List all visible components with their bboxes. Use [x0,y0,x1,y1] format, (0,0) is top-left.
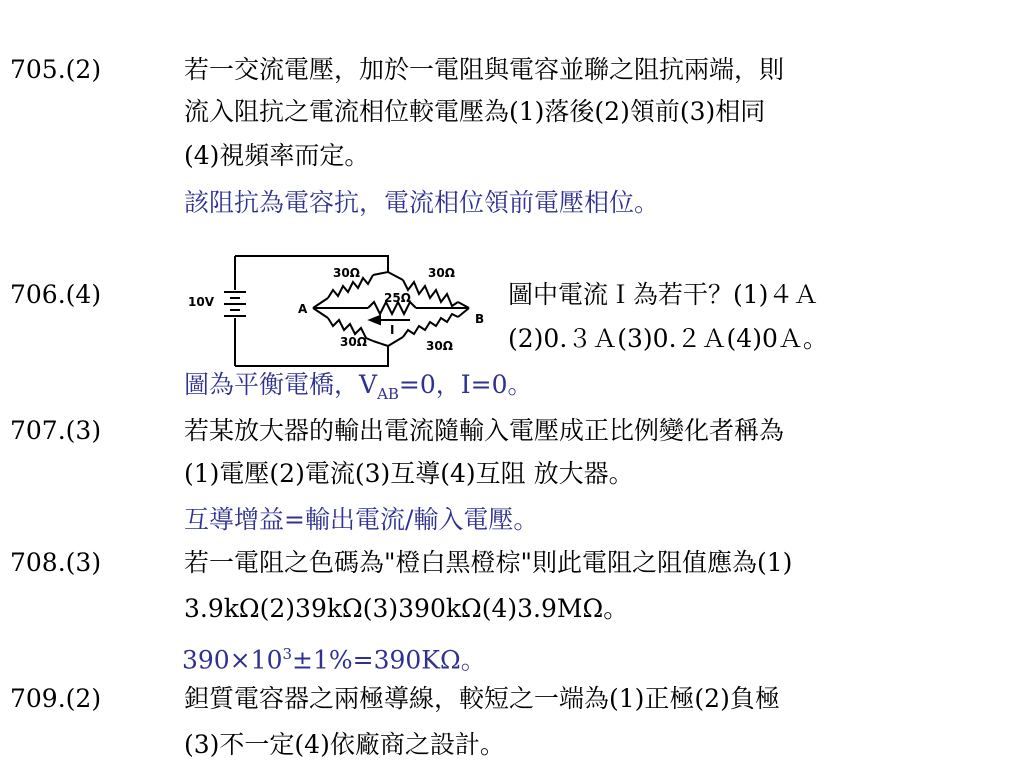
question-709-number: 709.(2) [10,684,102,713]
resistor-bottom-left-label: 30Ω [340,335,367,349]
bridge-circuit-diagram [188,250,498,368]
answer-708-superscript: 3 [282,645,293,663]
question-705-line-3: (4)視頻率而定。 [184,141,370,170]
question-705-number: 705.(2) [10,55,102,84]
question-706-line-2: (2)0.３Ａ(3)0.２Ａ(4)0Ａ。 [508,324,828,353]
question-707-answer: 互導增益=輸出電流/輸入電壓。 [184,505,539,534]
answer-708-prefix: 390×10 [182,645,283,675]
question-706-answer [184,370,533,409]
question-709-line-1: 鉭質電容器之兩極導線，較短之一端為(1)正極(2)負極 [184,684,780,713]
current-label: I [390,323,395,337]
resistor-top-left-label: 30Ω [333,266,360,280]
resistor-top-right-label: 30Ω [428,266,455,280]
question-708-line-2: 3.9kΩ(2)39kΩ(3)390kΩ(4)3.9MΩ。 [184,594,629,623]
question-705-line-2: 流入阻抗之電流相位較電壓為(1)落後(2)領前(3)相同 [184,97,766,126]
question-706-line-1: 圖中電流Ｉ為若干？(1)４Ａ [508,280,819,309]
battery-label: 10V [188,295,214,309]
resistor-bottom-right-label: 30Ω [426,339,453,353]
question-709-line-2: (3)不一定(4)依廠商之設計。 [184,730,505,759]
answer-708-suffix: ±1%=390KΩ。 [292,645,486,675]
answer-706-subscript: AB [377,385,399,403]
question-707-line-1: 若某放大器的輸出電流隨輸入電壓成正比例變化者稱為 [184,416,785,445]
answer-706-suffix: =0，I=0。 [398,370,533,399]
question-707-line-2: (1)電壓(2)電流(3)互導(4)互阻 放大器。 [184,459,634,488]
resistor-middle-label: 25Ω [384,291,411,305]
question-705-answer: 該阻抗為電容抗，電流相位領前電壓相位。 [184,188,660,217]
question-708-number: 708.(3) [10,548,102,577]
question-708-answer [182,639,486,675]
question-705-line-1: 若一交流電壓，加於一電阻與電容並聯之阻抗兩端，則 [184,55,785,84]
node-a-label: A [298,302,308,316]
question-708-line-1: 若一電阻之色碼為"橙白黑橙棕"則此電阻之阻值應為(1) [184,548,793,577]
answer-706-prefix: 圖為平衡電橋，V [184,370,378,399]
node-b-label: B [475,312,485,326]
question-707-number: 707.(3) [10,416,102,445]
question-706-number: 706.(4) [10,280,102,309]
